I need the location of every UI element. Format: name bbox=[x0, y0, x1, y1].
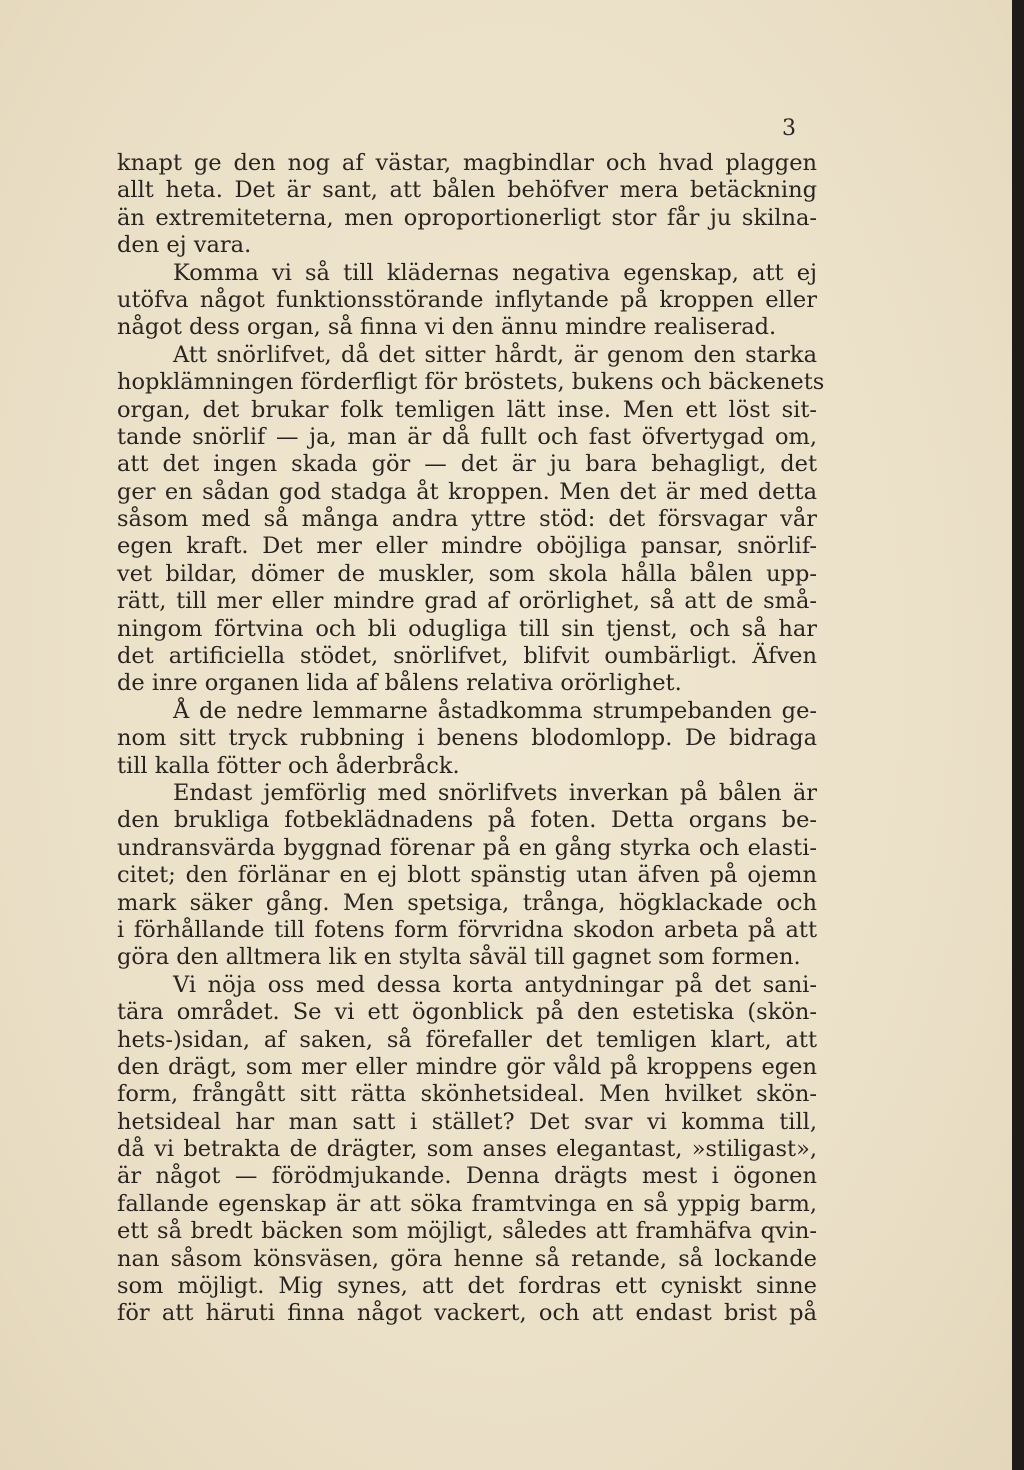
text-line: till kalla fötter och åderbråck. bbox=[117, 752, 460, 779]
text-line: då vi betrakta de drägter, som anses elegantast, »stiligast», bbox=[117, 1136, 817, 1163]
text-line: tande snörlif — ja, man är då fullt och fast öfvertygad om, bbox=[117, 423, 817, 450]
text-line: Komma vi så till klädernas negativa egenskap, att ej bbox=[173, 259, 817, 286]
text-line: Endast jemförlig med snörlifvets inverkan på bålen är bbox=[173, 779, 817, 806]
text-line: i förhållande till fotens form förvridna skodon arbeta på att bbox=[117, 916, 817, 943]
text-line: Vi nöja oss med dessa korta antydningar på det sani- bbox=[173, 971, 817, 998]
text-line: såsom med så många andra yttre stöd: det försvagar vår bbox=[117, 506, 817, 533]
text-line: hopklämningen förderfligt för bröstets, bukens och bäckenets bbox=[117, 369, 825, 396]
text-line: ningom förtvina och bli odugliga till sin tjenst, och så har bbox=[117, 615, 817, 642]
text-line: den drägt, som mer eller mindre gör våld på kroppens egen bbox=[117, 1053, 817, 1080]
text-line: som möjligt. Mig synes, att det fordras ett cyniskt sinne bbox=[117, 1273, 817, 1300]
text-line: egen kraft. Det mer eller mindre oböjliga pansar, snörlif- bbox=[117, 533, 817, 560]
text-line: göra den alltmera lik en stylta såväl till gagnet som formen. bbox=[117, 944, 801, 971]
text-line: Att snörlifvet, då det sitter hårdt, är genom den starka bbox=[173, 341, 817, 368]
text-line: hets-)sidan, af saken, så förefaller det temligen klart, att bbox=[117, 1026, 817, 1053]
text-line: tära området. Se vi ett ögonblick på den estetiska (skön- bbox=[117, 999, 817, 1026]
text-line: att det ingen skada gör — det är ju bara behagligt, det bbox=[117, 451, 817, 478]
text-line: utöfva något funktionsstörande inflytande på kroppen eller bbox=[117, 286, 817, 313]
text-line: än extremiteterna, men oproportionerligt stor får ju skilna- bbox=[117, 204, 817, 231]
text-line: Å de nedre lemmarne åstadkomma strumpebanden ge- bbox=[173, 697, 817, 724]
text-line: organ, det brukar folk temligen lätt inse. Men ett löst sit- bbox=[117, 396, 817, 423]
text-line: ger en sådan god stadga åt kroppen. Men det är med detta bbox=[117, 478, 817, 505]
text-line: undransvärda byggnad förenar på en gång styrka och elasti- bbox=[117, 834, 817, 861]
text-line: den brukliga fotbeklädnadens på foten. Detta organs be- bbox=[117, 807, 817, 834]
text-line: fallande egenskap är att söka framtvinga en så yppig barm, bbox=[117, 1190, 817, 1217]
text-line: form, frångått sitt rätta skönhetsideal. Men hvilket skön- bbox=[117, 1081, 817, 1108]
text-line: hetsideal har man satt i stället? Det svar vi komma till, bbox=[117, 1108, 817, 1135]
page-number: 3 bbox=[782, 116, 796, 141]
body-text bbox=[117, 150, 825, 1328]
text-line: för att häruti finna något vackert, och att endast brist på bbox=[117, 1300, 817, 1327]
text-line: är något — förödmjukande. Denna drägts mest i ögonen bbox=[117, 1163, 817, 1190]
text-line: det artificiella stödet, snörlifvet, blifvit oumbärligt. Äfven bbox=[117, 643, 817, 670]
text-line: allt heta. Det är sant, att bålen behöfver mera betäckning bbox=[117, 177, 817, 204]
text-line: mark säker gång. Men spetsiga, trånga, högklackade och bbox=[117, 889, 817, 916]
text-line: något dess organ, så finna vi den ännu mindre realiserad. bbox=[117, 314, 777, 341]
text-line: knapt ge den nog af västar, magbindlar och hvad plaggen bbox=[117, 150, 817, 176]
text-line: nom sitt tryck rubbning i benens blodomlopp. De bidraga bbox=[117, 725, 817, 752]
text-line: ett så bredt bäcken som möjligt, således att framhäfva qvin- bbox=[117, 1218, 817, 1245]
text-line: citet; den förlänar en ej blott spänstig utan äfven på ojemn bbox=[117, 862, 817, 889]
text-line: nan såsom könsväsen, göra henne så retande, så lockande bbox=[117, 1245, 817, 1272]
text-line: de inre organen lida af bålens relativa orörlighet. bbox=[117, 670, 682, 697]
page-edge bbox=[1012, 0, 1024, 1470]
text-line: vet bildar, dömer de muskler, som skola hålla bålen upp- bbox=[117, 560, 817, 587]
text-line: rätt, till mer eller mindre grad af orörlighet, så att de små- bbox=[117, 588, 817, 615]
text-line: den ej vara. bbox=[117, 232, 252, 259]
